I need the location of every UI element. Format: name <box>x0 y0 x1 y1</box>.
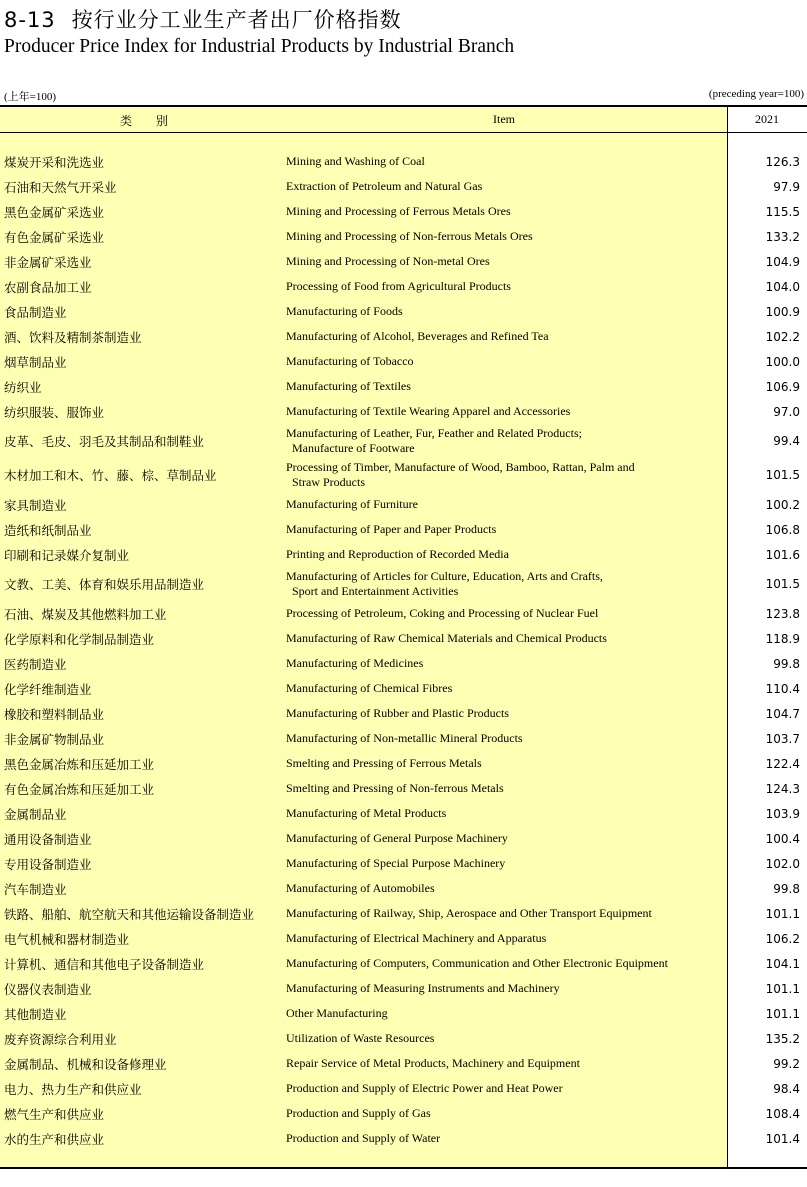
row-item-en-line: Mining and Washing of Coal <box>286 154 425 168</box>
row-value: 102.2 <box>765 329 800 344</box>
row-item-en <box>286 726 722 751</box>
row-category-cn: 黑色金属冶炼和压延加工业 <box>4 756 155 772</box>
row-category-cn: 燃气生产和供应业 <box>4 1106 105 1122</box>
row-value: 122.4 <box>765 756 800 771</box>
row-value: 101.5 <box>765 577 800 591</box>
row-item-en <box>286 926 722 951</box>
row-value: 99.8 <box>773 881 800 896</box>
row-category-cn: 专用设备制造业 <box>4 856 92 872</box>
row-category-cn: 橡胶和塑料制品业 <box>4 706 105 722</box>
row-value: 100.2 <box>765 497 800 512</box>
row-category-cn: 有色金属冶炼和压延加工业 <box>4 781 155 797</box>
row-value: 118.9 <box>765 631 800 646</box>
row-category-cn: 金属制品、机械和设备修理业 <box>4 1056 167 1072</box>
row-item-en-line: Manufacturing of Chemical Fibres <box>286 681 453 695</box>
row-category-cn: 金属制品业 <box>4 806 67 822</box>
row-item-en <box>286 1026 722 1051</box>
row-value: 103.9 <box>765 806 800 821</box>
row-category-cn: 有色金属矿采选业 <box>4 229 105 245</box>
row-value: 106.8 <box>765 522 800 537</box>
table-body <box>0 149 807 1151</box>
header-bottom-rule <box>0 132 807 133</box>
table-row <box>0 424 807 458</box>
row-value: 110.4 <box>765 681 800 696</box>
table-row <box>0 801 807 826</box>
row-value: 106.2 <box>765 931 800 946</box>
table-number: 8-13 <box>4 8 56 32</box>
table-row <box>0 1126 807 1151</box>
row-item-en <box>286 801 722 826</box>
row-category-cn: 医药制造业 <box>4 656 67 672</box>
row-value: 98.4 <box>773 1081 800 1096</box>
header-item: Item <box>493 112 515 126</box>
table-row <box>0 542 807 567</box>
row-item-en-line: Manufacturing of Railway, Ship, Aerospace and Other Transport Equipment <box>286 906 652 920</box>
table-row <box>0 1026 807 1051</box>
row-item-en <box>286 399 722 424</box>
row-item-en <box>286 374 722 399</box>
table-row <box>0 676 807 701</box>
table-row <box>0 1076 807 1101</box>
row-item-en-line: Manufacturing of Medicines <box>286 656 424 670</box>
row-item-en <box>286 149 722 174</box>
row-item-en <box>286 299 722 324</box>
row-value: 106.9 <box>765 379 800 394</box>
table-row <box>0 492 807 517</box>
row-category-cn: 酒、饮料及精制茶制造业 <box>4 329 142 345</box>
row-item-en <box>286 751 722 776</box>
table-row <box>0 976 807 1001</box>
row-item-en <box>286 567 722 601</box>
table-row <box>0 951 807 976</box>
row-category-cn: 电力、热力生产和供应业 <box>4 1081 142 1097</box>
row-value: 100.4 <box>765 831 800 846</box>
page-title-cn <box>4 4 402 34</box>
table-top-rule <box>0 105 807 107</box>
table-row <box>0 651 807 676</box>
header-year: 2021 <box>755 112 779 126</box>
row-item-en-line: Manufacturing of Textiles <box>286 379 411 393</box>
row-category-cn: 废弃资源综合利用业 <box>4 1031 117 1047</box>
table-row <box>0 517 807 542</box>
table-row <box>0 701 807 726</box>
row-item-en <box>286 349 722 374</box>
row-item-en-line: Manufacturing of Non-metallic Mineral Products <box>286 731 523 745</box>
table-row <box>0 626 807 651</box>
row-value: 99.2 <box>773 1056 800 1071</box>
row-item-en <box>286 701 722 726</box>
row-item-en-line: Manufacturing of Electrical Machinery and Apparatus <box>286 931 547 945</box>
row-value: 99.4 <box>773 434 800 448</box>
row-item-en <box>286 651 722 676</box>
row-item-en <box>286 601 722 626</box>
row-item-en-line: Manufacturing of Leather, Fur, Feather and Related Products; <box>286 426 582 440</box>
row-item-en <box>286 324 722 349</box>
row-value: 135.2 <box>765 1031 800 1046</box>
table-row <box>0 926 807 951</box>
table-row <box>0 851 807 876</box>
row-category-cn: 黑色金属矿采选业 <box>4 204 105 220</box>
row-item-en-line: Production and Supply of Gas <box>286 1106 431 1120</box>
row-item-en-line: Manufacturing of Foods <box>286 304 403 318</box>
table-row <box>0 567 807 601</box>
row-value: 104.7 <box>765 706 800 721</box>
row-category-cn: 家具制造业 <box>4 497 67 513</box>
table-row <box>0 1101 807 1126</box>
row-item-en <box>286 851 722 876</box>
row-value: 100.0 <box>765 354 800 369</box>
table-row <box>0 458 807 492</box>
row-category-cn: 非金属矿采选业 <box>4 254 92 270</box>
table-row <box>0 274 807 299</box>
row-value: 133.2 <box>765 229 800 244</box>
row-value: 104.9 <box>765 254 800 269</box>
table-row <box>0 299 807 324</box>
table-row <box>0 601 807 626</box>
row-category-cn: 铁路、船舶、航空航天和其他运输设备制造业 <box>4 906 255 922</box>
row-item-en <box>286 249 722 274</box>
row-item-en-line: Other Manufacturing <box>286 1006 388 1020</box>
row-item-en <box>286 199 722 224</box>
row-item-en-line: Manufacturing of Metal Products <box>286 806 447 820</box>
row-item-en <box>286 274 722 299</box>
table-row <box>0 726 807 751</box>
table-row <box>0 1001 807 1026</box>
row-category-cn: 木材加工和木、竹、藤、棕、草制品业 <box>4 468 217 483</box>
row-item-en <box>286 626 722 651</box>
table-row <box>0 199 807 224</box>
row-value: 104.0 <box>765 279 800 294</box>
row-item-en <box>286 1101 722 1126</box>
row-value: 108.4 <box>765 1106 800 1121</box>
row-item-en <box>286 676 722 701</box>
table-row <box>0 1051 807 1076</box>
row-item-en-line: Manufacturing of Tobacco <box>286 354 414 368</box>
row-value: 101.5 <box>765 468 800 482</box>
row-item-en <box>286 1001 722 1026</box>
row-item-en <box>286 1051 722 1076</box>
row-category-cn: 农副食品加工业 <box>4 279 92 295</box>
row-item-en-line: Processing of Petroleum, Coking and Processing of Nuclear Fuel <box>286 606 599 620</box>
table-row <box>0 174 807 199</box>
row-item-en-line: Manufacturing of Paper and Paper Products <box>286 522 497 536</box>
table-row <box>0 224 807 249</box>
row-item-en-line: Manufacturing of Measuring Instruments and Machinery <box>286 981 560 995</box>
row-item-en <box>286 424 722 458</box>
row-category-cn: 皮革、毛皮、羽毛及其制品和制鞋业 <box>4 434 205 449</box>
row-value: 97.9 <box>773 179 800 194</box>
table-row <box>0 399 807 424</box>
row-item-en-line: Sport and Entertainment Activities <box>292 584 459 598</box>
table-row <box>0 324 807 349</box>
row-item-en <box>286 492 722 517</box>
row-category-cn: 化学原料和化学制品制造业 <box>4 631 155 647</box>
unit-note-en: (preceding year=100) <box>708 88 804 100</box>
row-category-cn: 其他制造业 <box>4 1006 67 1022</box>
row-item-en-line: Manufacturing of Articles for Culture, Education, Arts and Crafts, <box>286 569 603 583</box>
row-item-en-line: Mining and Processing of Non-ferrous Metals Ores <box>286 229 533 243</box>
row-item-en-line: Manufacturing of Computers, Communication and Other Electronic Equipment <box>286 956 668 970</box>
page-title-en: Producer Price Index for Industrial Products by Industrial Branch <box>4 36 515 57</box>
row-value: 101.1 <box>765 981 800 996</box>
title-cn-text: 按行业分工业生产者出厂价格指数 <box>71 8 402 32</box>
row-category-cn: 印刷和记录媒介复制业 <box>4 547 130 563</box>
row-category-cn: 造纸和纸制品业 <box>4 522 92 538</box>
row-category-cn: 水的生产和供应业 <box>4 1131 105 1147</box>
table-row <box>0 349 807 374</box>
row-value: 100.9 <box>765 304 800 319</box>
row-item-en-line: Smelting and Pressing of Ferrous Metals <box>286 756 482 770</box>
table-row <box>0 374 807 399</box>
row-value: 124.3 <box>765 781 800 796</box>
row-item-en <box>286 517 722 542</box>
table-row <box>0 149 807 174</box>
row-item-en-line: Manufacturing of Textile Wearing Apparel and Accessories <box>286 404 571 418</box>
row-value: 126.3 <box>765 154 800 169</box>
row-item-en-line: Manufacture of Footware <box>292 441 415 455</box>
row-category-cn: 烟草制品业 <box>4 354 67 370</box>
row-item-en-line: Manufacturing of Special Purpose Machinery <box>286 856 506 870</box>
row-value: 97.0 <box>773 404 800 419</box>
row-item-en <box>286 776 722 801</box>
row-category-cn: 化学纤维制造业 <box>4 681 92 697</box>
row-value: 104.1 <box>765 956 800 971</box>
row-value: 101.4 <box>765 1131 800 1146</box>
row-item-en-line: Straw Products <box>292 475 365 489</box>
row-value: 101.1 <box>765 906 800 921</box>
row-category-cn: 煤炭开采和洗选业 <box>4 154 105 170</box>
row-item-en-line: Repair Service of Metal Products, Machinery and Equipment <box>286 1056 580 1070</box>
row-item-en-line: Smelting and Pressing of Non-ferrous Metals <box>286 781 504 795</box>
row-item-en <box>286 174 722 199</box>
row-item-en <box>286 901 722 926</box>
row-item-en-line: Manufacturing of Furniture <box>286 497 418 511</box>
row-value: 123.8 <box>765 606 800 621</box>
row-value: 103.7 <box>765 731 800 746</box>
table-bottom-rule <box>0 1167 807 1169</box>
row-category-cn: 非金属矿物制品业 <box>4 731 105 747</box>
row-item-en-line: Mining and Processing of Non-metal Ores <box>286 254 490 268</box>
row-value: 115.5 <box>765 204 800 219</box>
row-value: 101.6 <box>765 547 800 562</box>
row-item-en-line: Processing of Timber, Manufacture of Wood, Bamboo, Rattan, Palm and <box>286 460 635 474</box>
table-row <box>0 751 807 776</box>
row-category-cn: 仪器仪表制造业 <box>4 981 92 997</box>
row-item-en-line: Printing and Reproduction of Recorded Media <box>286 547 509 561</box>
table-row <box>0 876 807 901</box>
row-category-cn: 通用设备制造业 <box>4 831 92 847</box>
row-item-en-line: Utilization of Waste Resources <box>286 1031 435 1045</box>
row-category-cn: 文教、工美、体育和娱乐用品制造业 <box>4 577 205 592</box>
row-item-en <box>286 1126 722 1151</box>
row-value: 102.0 <box>765 856 800 871</box>
row-item-en-line: Manufacturing of Raw Chemical Materials and Chemical Products <box>286 631 607 645</box>
row-item-en <box>286 826 722 851</box>
row-item-en <box>286 542 722 567</box>
table-row <box>0 776 807 801</box>
row-category-cn: 电气机械和器材制造业 <box>4 931 130 947</box>
row-category-cn: 纺织业 <box>4 379 42 395</box>
row-item-en <box>286 224 722 249</box>
row-item-en-line: Manufacturing of Alcohol, Beverages and Refined Tea <box>286 329 549 343</box>
row-item-en <box>286 976 722 1001</box>
row-category-cn: 石油、煤炭及其他燃料加工业 <box>4 606 167 622</box>
row-item-en <box>286 1076 722 1101</box>
row-category-cn: 纺织服装、服饰业 <box>4 404 105 420</box>
table-row <box>0 901 807 926</box>
row-item-en-line: Production and Supply of Water <box>286 1131 441 1145</box>
row-category-cn: 石油和天然气开采业 <box>4 179 117 195</box>
row-item-en <box>286 951 722 976</box>
row-item-en <box>286 458 722 492</box>
row-category-cn: 食品制造业 <box>4 304 67 320</box>
row-value: 99.8 <box>773 656 800 671</box>
row-item-en-line: Mining and Processing of Ferrous Metals Ores <box>286 204 511 218</box>
row-item-en-line: Manufacturing of Automobiles <box>286 881 435 895</box>
row-item-en-line: Extraction of Petroleum and Natural Gas <box>286 179 483 193</box>
row-item-en-line: Manufacturing of Rubber and Plastic Products <box>286 706 509 720</box>
unit-note-cn: (上年=100) <box>4 91 57 103</box>
row-item-en <box>286 876 722 901</box>
table-row <box>0 249 807 274</box>
row-value: 101.1 <box>765 1006 800 1021</box>
table-row <box>0 826 807 851</box>
row-item-en-line: Production and Supply of Electric Power and Heat Power <box>286 1081 563 1095</box>
row-category-cn: 计算机、通信和其他电子设备制造业 <box>4 956 205 972</box>
row-item-en-line: Processing of Food from Agricultural Products <box>286 279 511 293</box>
row-item-en-line: Manufacturing of General Purpose Machinery <box>286 831 508 845</box>
row-category-cn: 汽车制造业 <box>4 881 67 897</box>
header-category: 类 别 <box>120 114 178 128</box>
